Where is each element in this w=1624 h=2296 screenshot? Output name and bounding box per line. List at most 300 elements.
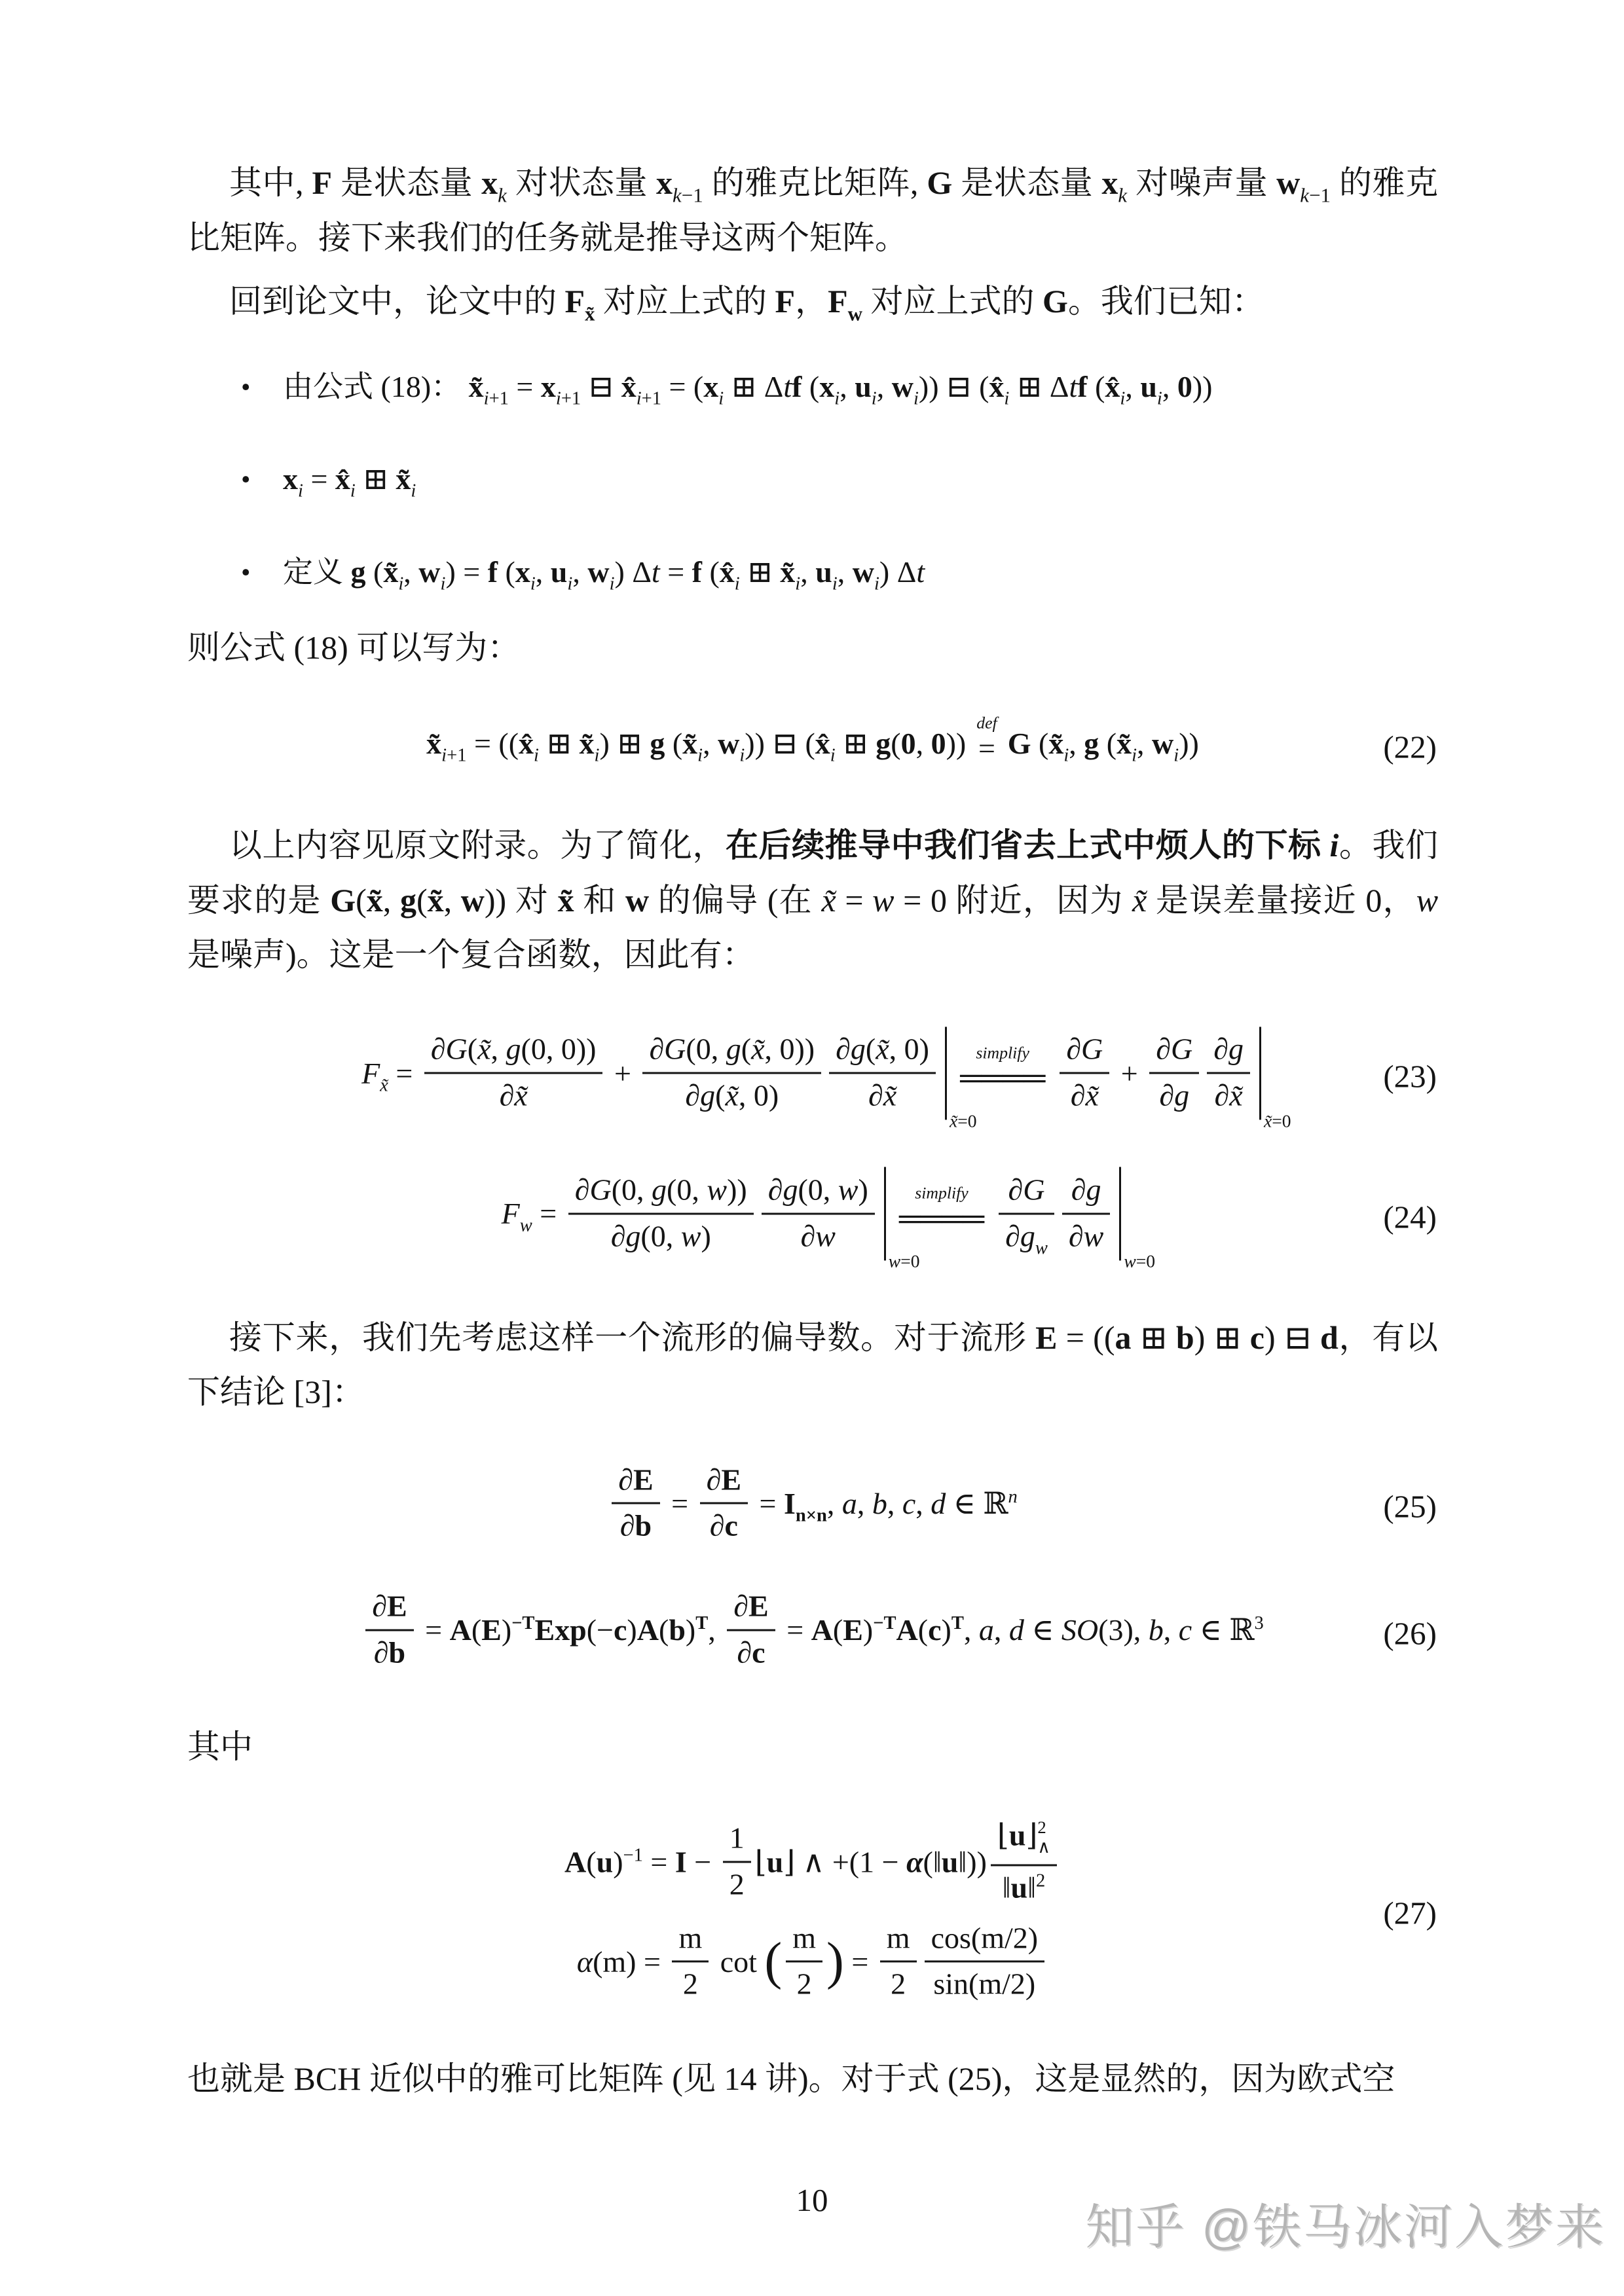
fraction [727, 1590, 775, 1669]
text-run: ) ⊟ [1264, 1319, 1320, 1356]
fraction [568, 1173, 754, 1252]
text-run: ( [498, 555, 515, 589]
text-run: ⊞ Δ [1009, 369, 1069, 403]
fraction [1207, 1033, 1250, 1112]
numerator [991, 1818, 1057, 1864]
text-run: +1 [641, 388, 661, 409]
math-bold: u [550, 555, 568, 589]
text-run: +1 [561, 388, 581, 409]
math-italic: i [411, 481, 416, 501]
relation-annotation: def [976, 713, 997, 733]
math-italic: i [1004, 388, 1010, 409]
math-bold: g [350, 555, 366, 589]
text-run: ∈ ℝ [1192, 1613, 1255, 1647]
math-italic: t [783, 369, 792, 403]
math-bold: w [1276, 164, 1301, 201]
math-bold: A [564, 1845, 587, 1879]
denominator [700, 1503, 748, 1543]
text-run: , [963, 1613, 979, 1647]
text-run: (0, [640, 1219, 681, 1253]
text-run: m [792, 1921, 817, 1955]
math-italic: x̃ [1085, 1078, 1099, 1112]
math-bold: x̂ [989, 369, 1005, 403]
text-run: 。我们已知： [1067, 283, 1264, 319]
evaluation-condition [1124, 1252, 1155, 1271]
text-run: , 0)) [764, 1032, 815, 1066]
text-run: , [1069, 727, 1084, 761]
text-run: ⌋ [1025, 1818, 1038, 1852]
numerator [672, 1922, 709, 1961]
superscript [511, 1613, 534, 1633]
text-run: ( [365, 555, 384, 589]
math-italic: i [298, 481, 303, 501]
text-run: )) 对 [484, 881, 558, 919]
text-run: =0 [900, 1250, 920, 1271]
text-run: ( [802, 369, 820, 403]
denominator [672, 1961, 709, 2001]
subscript [830, 746, 836, 766]
math-italic: x̃ [1229, 1078, 1243, 1112]
text-run: = [836, 881, 873, 919]
subscript [697, 746, 703, 766]
math-italic: c [902, 1487, 916, 1520]
math-bold: u [855, 369, 872, 403]
math-bold: u [1008, 1818, 1026, 1852]
equation-22 [187, 713, 1438, 771]
math-italic: G [1023, 1173, 1045, 1207]
equation-number: (22) [1383, 729, 1437, 765]
text-run: 的雅克比矩阵, [703, 164, 927, 201]
text-run: ∂ [618, 1463, 633, 1497]
subscript [834, 388, 840, 409]
text-run: , [857, 1487, 872, 1520]
numerator [700, 1463, 748, 1503]
text-run: 是状态量 [332, 164, 482, 201]
denominator [568, 1212, 754, 1253]
subscript [534, 746, 539, 766]
superscript [623, 1845, 643, 1865]
text-run: ) Δ [614, 555, 652, 589]
bullet-item [241, 553, 1438, 594]
text-run: , 0) [738, 1078, 779, 1112]
text-run: ( [665, 727, 683, 761]
math-bold: E [481, 1613, 502, 1647]
text-run: , [826, 1487, 842, 1520]
stack-sub: ∧ [1037, 1837, 1050, 1857]
math-bold: w [587, 555, 610, 589]
math-bold: x [283, 462, 298, 496]
text-run: ⌊ [754, 1845, 767, 1879]
text-run: ∂ [649, 1032, 665, 1066]
superscript [1008, 1487, 1018, 1507]
math-italic: x̃ [876, 1032, 889, 1066]
math-italic: k [673, 183, 682, 207]
math-italic: g [625, 1219, 641, 1253]
fraction [786, 1922, 822, 2001]
equation-24 [187, 1170, 1438, 1271]
math-italic: w [680, 1219, 701, 1253]
text-run: ‖ [1002, 1870, 1011, 1904]
math-bold: g [876, 727, 891, 761]
fraction [672, 1922, 709, 2001]
math-bold: x [1101, 164, 1118, 201]
annotated-relation [960, 1044, 1045, 1093]
text-run: 2 [796, 1967, 812, 2001]
math-bold: w [891, 369, 913, 403]
text-run: ∂ [619, 1508, 635, 1542]
math-bold: c [928, 1613, 942, 1647]
fraction [365, 1590, 413, 1669]
math-bold: −T [511, 1613, 535, 1634]
text-run: − [686, 1845, 719, 1879]
document-body [187, 156, 1438, 2115]
text-run: = [752, 1487, 784, 1520]
subscript [411, 481, 416, 501]
text-run: ) [501, 1613, 512, 1647]
subscript [796, 1505, 827, 1525]
math-bold: T [695, 1613, 709, 1634]
text-run: )) [946, 727, 967, 761]
math-italic: w [1083, 1219, 1104, 1253]
subscript [585, 302, 595, 325]
fraction [762, 1173, 875, 1252]
math-bold: x̃ [579, 727, 595, 761]
text-run: = ( [661, 369, 704, 403]
stack-sup: 2 [1037, 1817, 1046, 1837]
watermark: 知乎 @铁马冰河入梦来 [1085, 2200, 1606, 2254]
text-run: ⊞ Δ [724, 369, 784, 403]
closing-paragraph [187, 2052, 1438, 2107]
numerator [424, 1033, 603, 1072]
math-bold: A [896, 1613, 918, 1647]
math-italic: g [1228, 1032, 1244, 1066]
text-run: ∂ [1068, 1219, 1084, 1253]
math-bold: T [951, 1613, 964, 1634]
math-italic: w [872, 881, 895, 919]
text-run: )) [727, 1173, 747, 1207]
denominator [1060, 1072, 1109, 1112]
text-run: ∂ [499, 1078, 515, 1112]
math-italic: t [916, 555, 925, 589]
equation-row [187, 1817, 1438, 1908]
text-run: = [417, 1613, 450, 1647]
text-run: , [443, 881, 461, 919]
equation-number: (26) [1383, 1615, 1437, 1652]
text-run: ‖)) [958, 1845, 987, 1879]
math-bold: u [596, 1845, 614, 1879]
text-run: , [800, 555, 816, 589]
math-italic: d [931, 1487, 946, 1520]
math-italic: g [726, 1032, 741, 1066]
math-bold: E [1035, 1319, 1058, 1356]
subscript [1035, 1237, 1048, 1258]
text-run: , [876, 369, 892, 403]
text-run: ∂ [836, 1032, 851, 1066]
math-bold: x [703, 369, 719, 403]
text-run: (‖ [923, 1845, 942, 1879]
math-italic: i [440, 574, 446, 594]
text-run: m [886, 1921, 910, 1955]
math-italic: i [871, 388, 877, 409]
equation-number: (27) [1383, 1895, 1437, 1931]
text-run: ∂ [737, 1635, 752, 1669]
denominator [424, 1072, 603, 1112]
math-italic: w [815, 1219, 836, 1253]
fraction [1060, 1033, 1109, 1112]
math-italic: x̃ [1132, 881, 1147, 919]
math-italic: G [664, 1032, 686, 1066]
math-italic: i [830, 745, 836, 766]
subscript [637, 388, 661, 409]
equation-25 [187, 1463, 1438, 1546]
math-italic: x̃ [514, 1078, 528, 1112]
text-run: , [382, 881, 400, 919]
page-number: 10 [796, 2182, 828, 2218]
text-run: ∂ [1008, 1173, 1024, 1207]
text-run: 其中, [229, 164, 312, 201]
text-run: ∂ [610, 1219, 626, 1253]
text-run: , [708, 1613, 724, 1647]
math-italic: i [441, 745, 447, 766]
denominator [786, 1961, 822, 2001]
math-italic: i [734, 574, 740, 594]
math-bold-italic: i [1329, 827, 1339, 864]
math-bold: F [828, 283, 848, 319]
subscript [848, 302, 862, 325]
math-italic: i [534, 745, 539, 766]
manifold-paragraph [187, 1311, 1438, 1420]
text-run: , 0) [889, 1032, 929, 1066]
math-italic: x̃ [477, 1032, 491, 1066]
math-bold: w [852, 555, 874, 589]
math-italic: w [888, 1250, 901, 1271]
evaluation-bar [884, 1167, 920, 1271]
equation-body [361, 1589, 1264, 1673]
sup-sub-stack [1037, 1817, 1050, 1857]
text-run: 回到论文中，论文中的 [229, 283, 565, 319]
equation-body [501, 1170, 1156, 1271]
math-italic: i [398, 574, 404, 594]
text-run: 的偏导 (在 [649, 881, 822, 919]
denominator [991, 1865, 1057, 1905]
bullet-item [241, 460, 1438, 501]
text-run: 是状态量 [952, 164, 1102, 201]
text-run: ( [1087, 369, 1105, 403]
text-run: 则公式 (18) 可以写为： [187, 629, 521, 666]
text-run: cos(m/2) [931, 1921, 1039, 1955]
math-italic: x̃ [949, 1110, 958, 1131]
text-run: , [840, 369, 855, 403]
text-run: , [490, 1032, 506, 1066]
text-run: ) [858, 1173, 868, 1207]
text-run: 的雅克比矩阵。接下来我们的任务就是推导这两个矩阵。 [187, 164, 1439, 256]
math-bold: u [1010, 1870, 1028, 1904]
text-run: 2 [682, 1967, 698, 2001]
math-italic: w [1035, 1237, 1048, 1258]
text-run: ( [416, 881, 428, 919]
subscript [872, 388, 877, 409]
relation-symbol: ════ [959, 1061, 1046, 1095]
equation-26 [187, 1589, 1438, 1673]
text-run: , [535, 555, 551, 589]
math-italic: i [530, 574, 536, 594]
math-italic: i [636, 388, 642, 409]
fraction [880, 1922, 917, 2001]
text-run: ∂ [709, 1508, 725, 1542]
text-run: ( [1099, 727, 1117, 761]
math-bold: c [614, 1613, 627, 1647]
equation-body [426, 713, 1199, 771]
text-run: ∂ [1156, 1032, 1171, 1066]
text-run: 对噪声量 [1127, 164, 1277, 201]
math-bold: f [692, 555, 702, 589]
text-run: ) [862, 1613, 874, 1647]
text-run: ∈ [1024, 1613, 1061, 1647]
numerator [829, 1033, 936, 1072]
denominator [829, 1072, 936, 1112]
text-run: ∂ [1214, 1078, 1230, 1112]
math-bold: x̂ [335, 462, 350, 496]
text-run: ∂ [685, 1078, 701, 1112]
math-italic: i [594, 745, 600, 766]
math-bold: c [724, 1508, 738, 1542]
subscript [1173, 746, 1179, 766]
math-italic: x̃ [380, 1074, 388, 1095]
fraction [829, 1033, 936, 1112]
text-run: ， [795, 283, 828, 319]
text-run: , [1125, 369, 1141, 403]
emphasis-run: 在后续推导中我们省去上式中烦人的下标 [725, 827, 1330, 864]
math-bold: 0 [1177, 369, 1192, 403]
fraction [424, 1033, 603, 1112]
math-bold: g [1084, 727, 1099, 761]
text-run: , [887, 1487, 902, 1520]
math-italic: i [1132, 745, 1137, 766]
subscript [556, 388, 581, 409]
math-bold: a [1115, 1319, 1132, 1356]
evaluation-condition [1264, 1112, 1291, 1130]
equation-row [187, 1921, 1438, 2005]
fraction [991, 1818, 1057, 1904]
text-run: −1 [1309, 183, 1331, 207]
subscript [380, 1075, 388, 1095]
math-bold: F [564, 283, 585, 319]
text-run: ) Δ [879, 555, 917, 589]
math-bold: x [540, 369, 556, 403]
text-run: , [1163, 1613, 1179, 1647]
math-italic: i [913, 388, 919, 409]
text-run: 其中 [187, 1728, 253, 1766]
text-run: ∂ [1070, 1078, 1086, 1112]
math-bold: b [388, 1635, 406, 1669]
math-italic: w [838, 1173, 858, 1207]
math-italic: b [1148, 1613, 1164, 1647]
equation-body [361, 1030, 1291, 1131]
text-run: 和 [574, 881, 626, 919]
math-italic: w [1416, 881, 1439, 919]
math-italic: G [589, 1173, 612, 1207]
text-run: , [1162, 369, 1177, 403]
superscript [1036, 1870, 1045, 1891]
annotated-relation [976, 715, 997, 764]
math-bold: x̃ [1048, 727, 1064, 761]
math-italic: i [739, 745, 745, 766]
text-run: )) ⊟ ( [918, 369, 989, 403]
math-italic: n [1008, 1486, 1018, 1507]
text-run: 对状态量 [506, 164, 657, 201]
text-run: ) [685, 1613, 696, 1647]
subscript [610, 574, 615, 594]
numerator [1062, 1173, 1110, 1212]
math-italic: k [1118, 183, 1128, 207]
text-run: ( [701, 555, 720, 589]
math-italic: g [652, 1173, 667, 1207]
text-run: , [403, 555, 419, 589]
math-bold: g [399, 881, 416, 919]
text-run: + [606, 1056, 639, 1090]
text-run: ) [701, 1219, 711, 1253]
math-italic: i [483, 388, 489, 409]
math-italic: i [718, 388, 724, 409]
text-run: 是噪声)。这是一个复合函数，因此有： [187, 936, 755, 974]
text-run: 3 [1254, 1613, 1264, 1634]
math-bold: x̃ [396, 462, 411, 496]
text-run: ∈ ℝ [946, 1487, 1008, 1520]
denominator [999, 1212, 1054, 1258]
text-run: =0 [957, 1110, 977, 1131]
math-italic: t [651, 555, 660, 589]
text-run: (3), [1098, 1613, 1149, 1647]
math-bold: G [1043, 283, 1068, 319]
math-italic: i [555, 388, 561, 409]
math-bold: f [792, 369, 802, 403]
numerator [1207, 1033, 1250, 1072]
math-bold: −T [873, 1613, 896, 1634]
math-italic: SO [1061, 1613, 1099, 1647]
math-italic: i [350, 481, 356, 501]
text-run: ，有以下结论 [3]： [187, 1319, 1439, 1411]
text-run: 对应上式的 [862, 283, 1043, 319]
text-run: ⌊ [997, 1818, 1009, 1852]
math-italic: x̃ [1263, 1110, 1272, 1131]
denominator [762, 1212, 875, 1253]
subscript [832, 574, 838, 594]
math-italic: g [1174, 1078, 1190, 1112]
math-bold: x [656, 164, 673, 201]
text-run: ( [917, 1613, 929, 1647]
text-run: ) [941, 1613, 951, 1647]
equation-body [608, 1463, 1018, 1546]
context-paragraph [187, 274, 1438, 329]
text-run: =0 [1272, 1110, 1291, 1131]
text-run: ) ⊞ [1194, 1319, 1250, 1356]
math-bold: F [312, 164, 333, 201]
math-bold: u [815, 555, 832, 589]
text-run: = [642, 1845, 675, 1879]
math-bold: I [783, 1487, 796, 1520]
text-run: ( [1031, 727, 1049, 761]
fraction [612, 1463, 659, 1542]
math-bold: x̃ [366, 881, 383, 919]
text-run: ∂ [1005, 1219, 1020, 1253]
text-run: = [532, 1197, 564, 1231]
subscript [350, 481, 356, 501]
math-italic: i [609, 574, 615, 594]
text-run: (0, [798, 1173, 838, 1207]
relation-annotation: simplify [976, 1043, 1029, 1063]
text-run: , [1137, 727, 1153, 761]
math-italic: g [700, 1078, 716, 1112]
